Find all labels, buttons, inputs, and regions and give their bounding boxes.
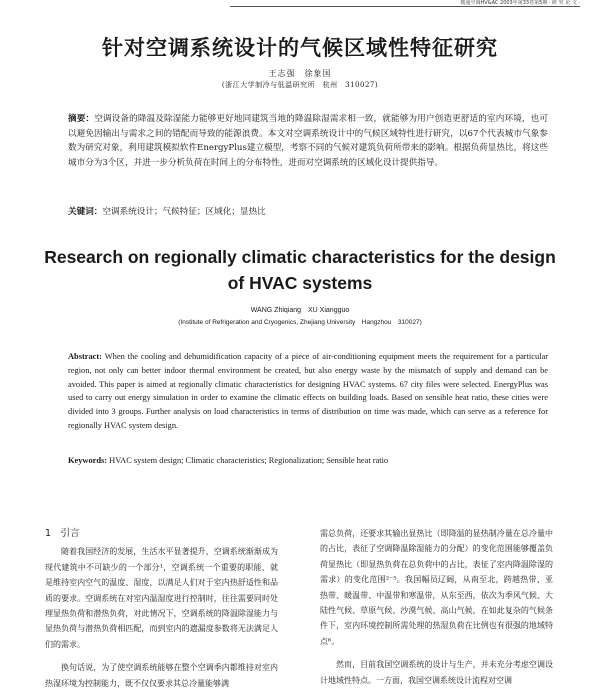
body-paragraph: 然而，目前我国空调系统的设计与生产，并未充分考虑空调设计地域性特点。一方面，我国空调系统设计流程对空调: [320, 660, 553, 685]
chinese-abstract: [68, 112, 548, 170]
section-heading-introduction: 1 引言: [45, 528, 80, 539]
body-paragraph: 换句话说，为了使空调系统能够在整个空调季内都维持对室内热湿环境为控制能力，既不仅仅要求其总冷量能够满: [45, 663, 278, 688]
english-abstract: [68, 350, 548, 433]
chinese-authors: 王志强 徐象国: [268, 69, 332, 78]
body-column-right: [320, 526, 553, 688]
english-title: Research on regionally climatic characteristics for the design of HVAC systems: [44, 247, 556, 293]
running-header: 暖通空调HV&AC 2003年第33卷第5期 · 研 究 论 文 ·: [230, 0, 580, 7]
english-affiliation: (Institute of Refrigeration and Cryogenics, Zhejiang University Hangzhou 310027): [178, 319, 422, 326]
english-abstract-text: When the cooling and dehumidification capacity of a piece of air-conditioning equipment meets the requirement for a particular region, not only can better indoor thermal environment be created, but also energy waste by the mismatch of supply and demand can be avoided. This paper is aimed at regionally climatic characteristics for designing HVAC systems. 67 city files were selected. EnergyPlus was used to carry out energy simulation in order to examine the climatic effects on building loads. Based on sensible heat ratio, these cities were divided into 3 groups. Further analysis on load characteristics in terms of distribution on time was made, which can serve as a reference for regionally HVAC system design.: [68, 352, 548, 430]
chinese-abstract-label: 摘要：: [68, 114, 95, 124]
english-abstract-label: Abstract:: [68, 352, 102, 361]
english-keywords-label: Keywords:: [68, 456, 108, 465]
english-keywords: [68, 454, 548, 467]
english-authors: WANG Zhiqiang XU Xiangguo: [250, 307, 350, 314]
body-column-left: [45, 526, 278, 691]
chinese-keywords: [68, 205, 548, 219]
chinese-title: 针对空调系统设计的气候区域性特征研究: [102, 36, 498, 60]
body-paragraph: 随着我国经济的发展，生活水平显著提升，空调系统渐渐成为现代建筑中不可缺少的一个部分¹，空调系统一个重要的职能，就是维持室内空气的温度、湿度，以满足人们对于室内热舒适性和品质的要求。空调系统在对室内温湿度进行控制时，往往需要同时处理显热负荷和潜热负荷，对此情况下，空调系统的降温除湿能力与显热负荷与潜热负荷相匹配，而到室内的遗漏度参数将无法满足人们的需求。: [45, 547, 278, 649]
english-keywords-text: HVAC system design; Climatic characteristics; Regionalization; Sensible heat ratio: [109, 456, 389, 465]
chinese-keywords-label: 关键词：: [68, 207, 103, 217]
chinese-abstract-text: 空调设备的降温及除湿能力能够更好地同建筑当地的降温除湿需求相一致，就能够为用户创造更舒适的室内环境，也可以避免因输出与需求之间的错配而导致的能源浪费。本文对空调系统设计中的气候区域特性进行研究，以67个代表城市气象参数为研究对象，利用建筑模拟软件EnergyPlus建立模型，考察不同的气候对建筑负荷所带来的影响。根据负荷显热比，将这些城市分为3个区，并进一步分析负荷在时间上的分布特性，进而对空调系统的区域化设计提供指导。: [68, 114, 548, 168]
chinese-affiliation: (浙江大学制冷与低温研究所 杭州 310027): [221, 81, 379, 89]
body-paragraph: 需总负荷，还要求其输出显热比（即降温的显热制冷量在总冷量中的占比，表征了空调降温除湿能力的分配）的变化范围能够覆盖负荷显热比（即显热负荷在总负荷中的占比，表征了室内降温除湿的需求）的变化范围²⁻⁵。我国幅员辽阔，从南至北，跨越热带、亚热带、暖温带、中温带和寒温带，从东至西，依次为季风气候、大陆性气候、草原气候、沙漠气候、高山气候，在如此复杂的气候条件下，室内环境控制所需处理的热湿负荷在比例也有很强的地域特点⁶。: [320, 529, 553, 646]
chinese-keywords-text: 空调系统设计；气候特征；区域化；显热比: [102, 207, 266, 217]
